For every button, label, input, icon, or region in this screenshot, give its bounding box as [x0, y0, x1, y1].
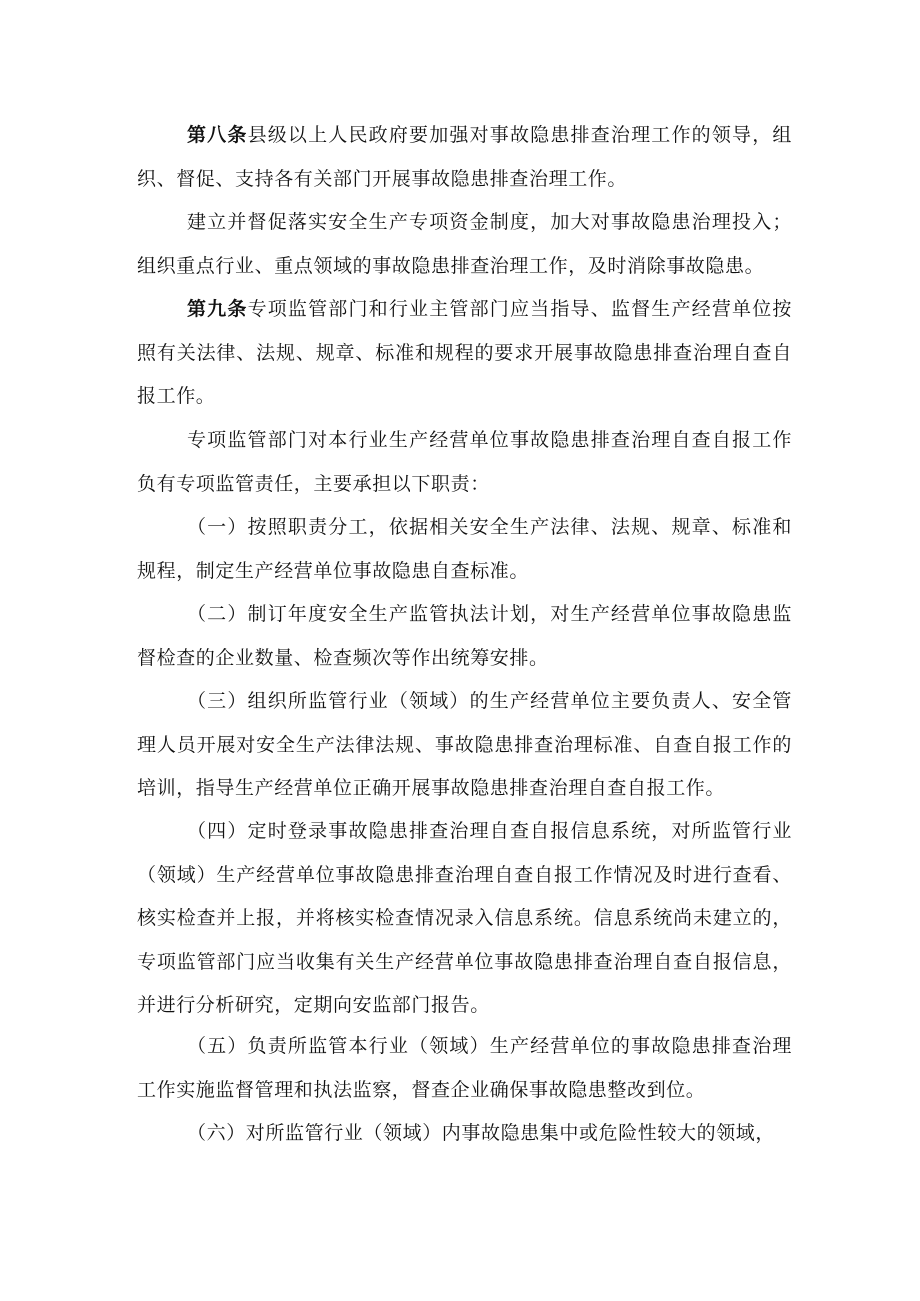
duty-item-5 [137, 1025, 792, 1112]
article-8-funding-paragraph [137, 201, 792, 288]
duty-item-3-text: （三）组织所监管行业（领域）的生产经营单位主要负责人、安全管理人员开展对安全生产法律法规、事故隐患排查治理标准、自查自报工作的培训，指导生产经营单位正确开展事故隐患排查治理自查自报工作。 [137, 690, 792, 799]
duty-item-1-text: （一）按照职责分工，依据相关安全生产法律、法规、规章、标准和规程，制定生产经营单位事故隐患自查标准。 [137, 516, 792, 582]
article-8-paragraph [137, 114, 792, 201]
duty-item-2-text: （二）制订年度安全生产监管执法计划，对生产经营单位事故隐患监督检查的企业数量、检查频次等作出统筹安排。 [137, 603, 792, 669]
duty-item-4 [137, 810, 792, 1028]
article-8-text: 县级以上人民政府要加强对事故隐患排查治理工作的领导，组织、督促、支持各有关部门开展事故隐患排查治理工作。 [137, 124, 792, 190]
duty-item-1 [137, 506, 792, 593]
article-9-heading: 第九条 [187, 298, 248, 320]
article-8-heading: 第八条 [187, 124, 248, 146]
duty-item-6 [137, 1112, 792, 1156]
duty-item-5-text: （五）负责所监管本行业（领域）生产经营单位的事故隐患排查治理工作实施监督管理和执法监察，督查企业确保事故隐患整改到位。 [137, 1035, 792, 1101]
article-8-funding-text: 建立并督促落实安全生产专项资金制度，加大对事故隐患治理投入；组织重点行业、重点领域的事故隐患排查治理工作，及时消除事故隐患。 [137, 211, 792, 277]
duty-item-2 [137, 593, 792, 680]
article-9-text: 专项监管部门和行业主管部门应当指导、监督生产经营单位按照有关法律、法规、规章、标准和规程的要求开展事故隐患排查治理自查自报工作。 [137, 298, 792, 407]
article-9-duties-intro-text: 专项监管部门对本行业生产经营单位事故隐患排查治理自查自报工作负有专项监管责任，主要承担以下职责： [137, 429, 792, 495]
duty-item-4-text: （四）定时登录事故隐患排查治理自查自报信息系统，对所监管行业（领域）生产经营单位事故隐患排查治理自查自报工作情况及时进行查看、核实检查并上报，并将核实检查情况录入信息系统。信息系统尚未建立的，专项监管部门应当收集有关生产经营单位事故隐患排查治理自查自报信息，并进行分析研究，定期向安监部门报告。 [137, 820, 792, 1016]
article-9-duties-intro [137, 419, 792, 506]
duty-item-3 [137, 680, 792, 811]
duty-item-6-text: （六）对所监管行业（领域）内事故隐患集中或危险性较大的领域， [187, 1122, 776, 1144]
article-9-paragraph [137, 288, 792, 419]
